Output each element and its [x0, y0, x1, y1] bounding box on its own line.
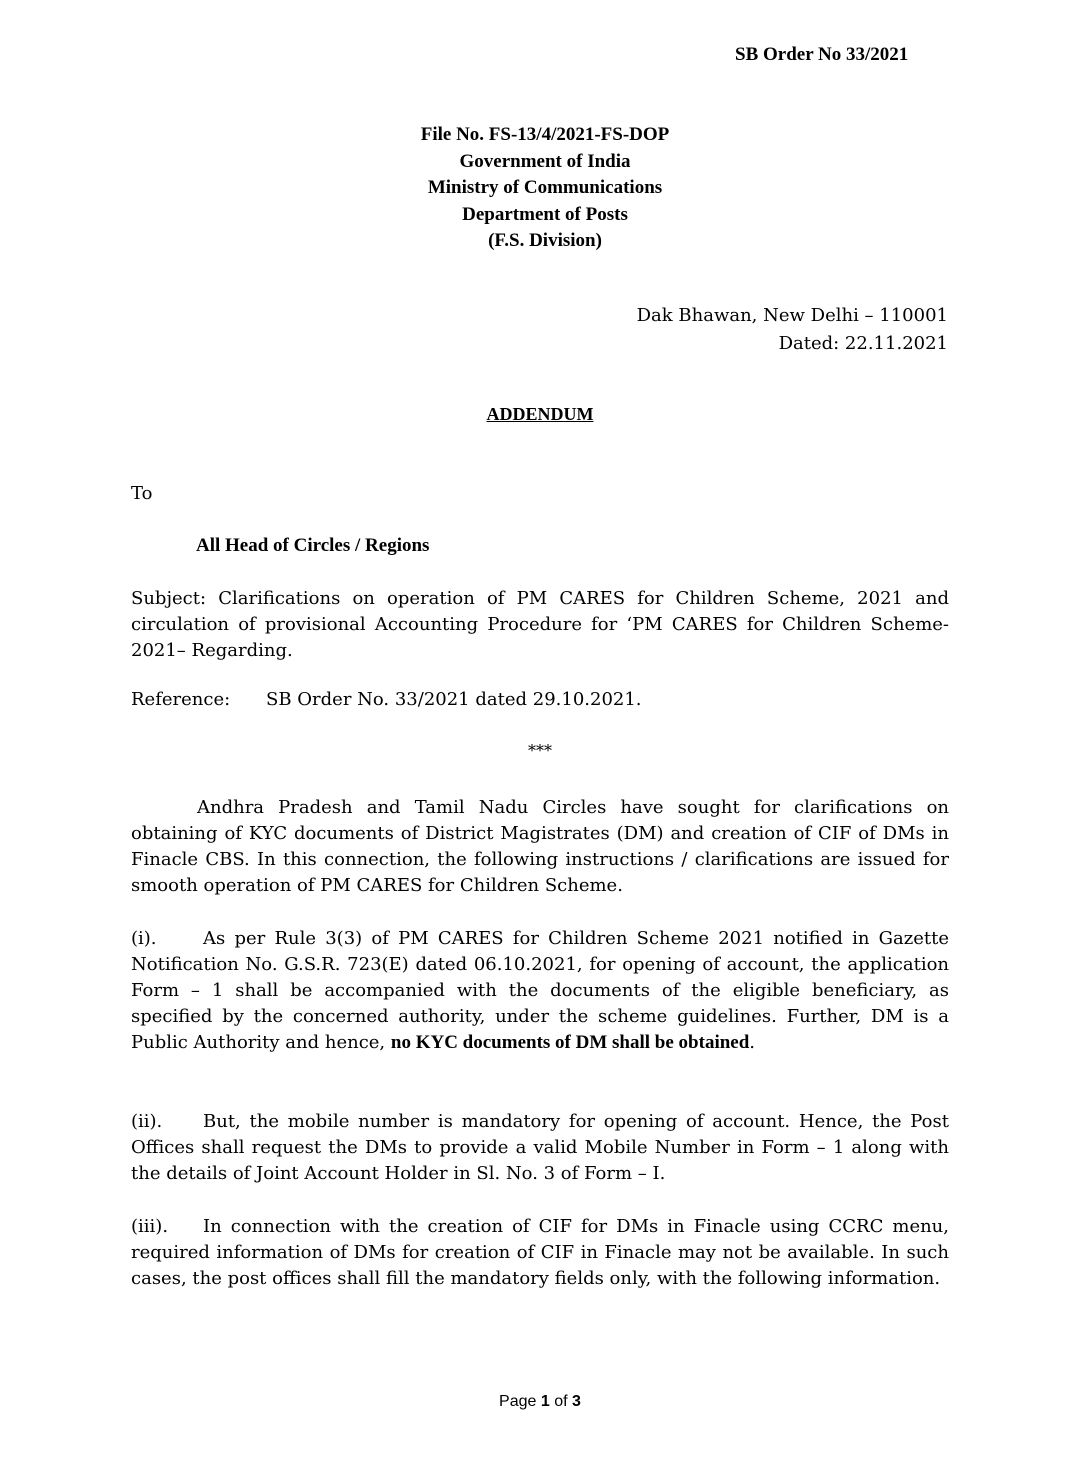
page-footer	[0, 1393, 1080, 1411]
point-2	[131, 1109, 949, 1187]
point-3	[131, 1214, 949, 1292]
intro-paragraph: Andhra Pradesh and Tamil Nadu Circles have sought for clarifications on obtaining of KYC documents of District Magistrates (DM) and creation of CIF of DMs in Finacle CBS. In this connection, the following instructions / clarifications are issued for smooth operation of PM CARES for Children Scheme.	[131, 797, 949, 896]
department: Department of Posts	[462, 203, 628, 225]
point-1-number: (i).	[131, 928, 157, 949]
file-number: File No. FS-13/4/2021-FS-DOP	[420, 124, 670, 145]
letterhead	[350, 122, 740, 255]
government: Government of India	[459, 150, 631, 172]
reference-label: Reference:	[131, 689, 231, 710]
place: Dak Bhawan, New Delhi – 110001	[636, 305, 948, 326]
place-date-block	[637, 302, 948, 358]
point-1-text: As per Rule 3(3) of PM CARES for Children Scheme 2021 notified in Gazette Notification No. G.S.R. 723(E) dated 06.10.2021, for opening of account, the application Form – 1 shall be accompanied with the documents of the eligible beneficiary, as specified by the concerned authority, under the scheme guidelines. Further, DM is a Public Authority and hence,	[131, 928, 949, 1053]
division: (F.S. Division)	[488, 230, 602, 251]
document-title: ADDENDUM	[486, 404, 594, 424]
point-3-text: In connection with the creation of CIF for DMs in Finacle using CCRC menu, required information of DMs for creation of CIF in Finacle may not be available. In such cases, the post offices shall fill the mandatory fields only, with the following information.	[131, 1216, 949, 1289]
point-1-end: .	[749, 1032, 756, 1053]
point-1	[131, 926, 949, 1056]
footer-prefix: Page	[499, 1393, 537, 1410]
ministry: Ministry of Communications	[427, 177, 663, 198]
sb-order-number: SB Order No 33/2021	[735, 44, 909, 65]
footer-total-pages: 3	[572, 1393, 581, 1410]
point-2-number: (ii).	[131, 1111, 163, 1132]
point-3-number: (iii).	[131, 1216, 169, 1237]
footer-current-page: 1	[540, 1393, 550, 1410]
separator: ***	[528, 741, 552, 760]
date: Dated: 22.11.2021	[778, 333, 948, 354]
addressee: All Head of Circles / Regions	[196, 535, 430, 556]
reference-text: SB Order No. 33/2021 dated 29.10.2021.	[266, 689, 642, 710]
point-1-emphasis: no KYC documents of DM shall be obtained	[390, 1032, 750, 1053]
footer-of: of	[554, 1393, 568, 1410]
subject-paragraph: Subject: Clarifications on operation of PM CARES for Children Scheme, 2021 and circulation of provisional Accounting Procedure for ‘PM CARES for Children Scheme-2021– Regarding.	[131, 588, 949, 661]
to-label: To	[131, 483, 153, 504]
point-2-text: But, the mobile number is mandatory for opening of account. Hence, the Post Offices shall request the DMs to provide a valid Mobile Number in Form – 1 along with the details of Joint Account Holder in Sl. No. 3 of Form – I.	[131, 1111, 949, 1184]
